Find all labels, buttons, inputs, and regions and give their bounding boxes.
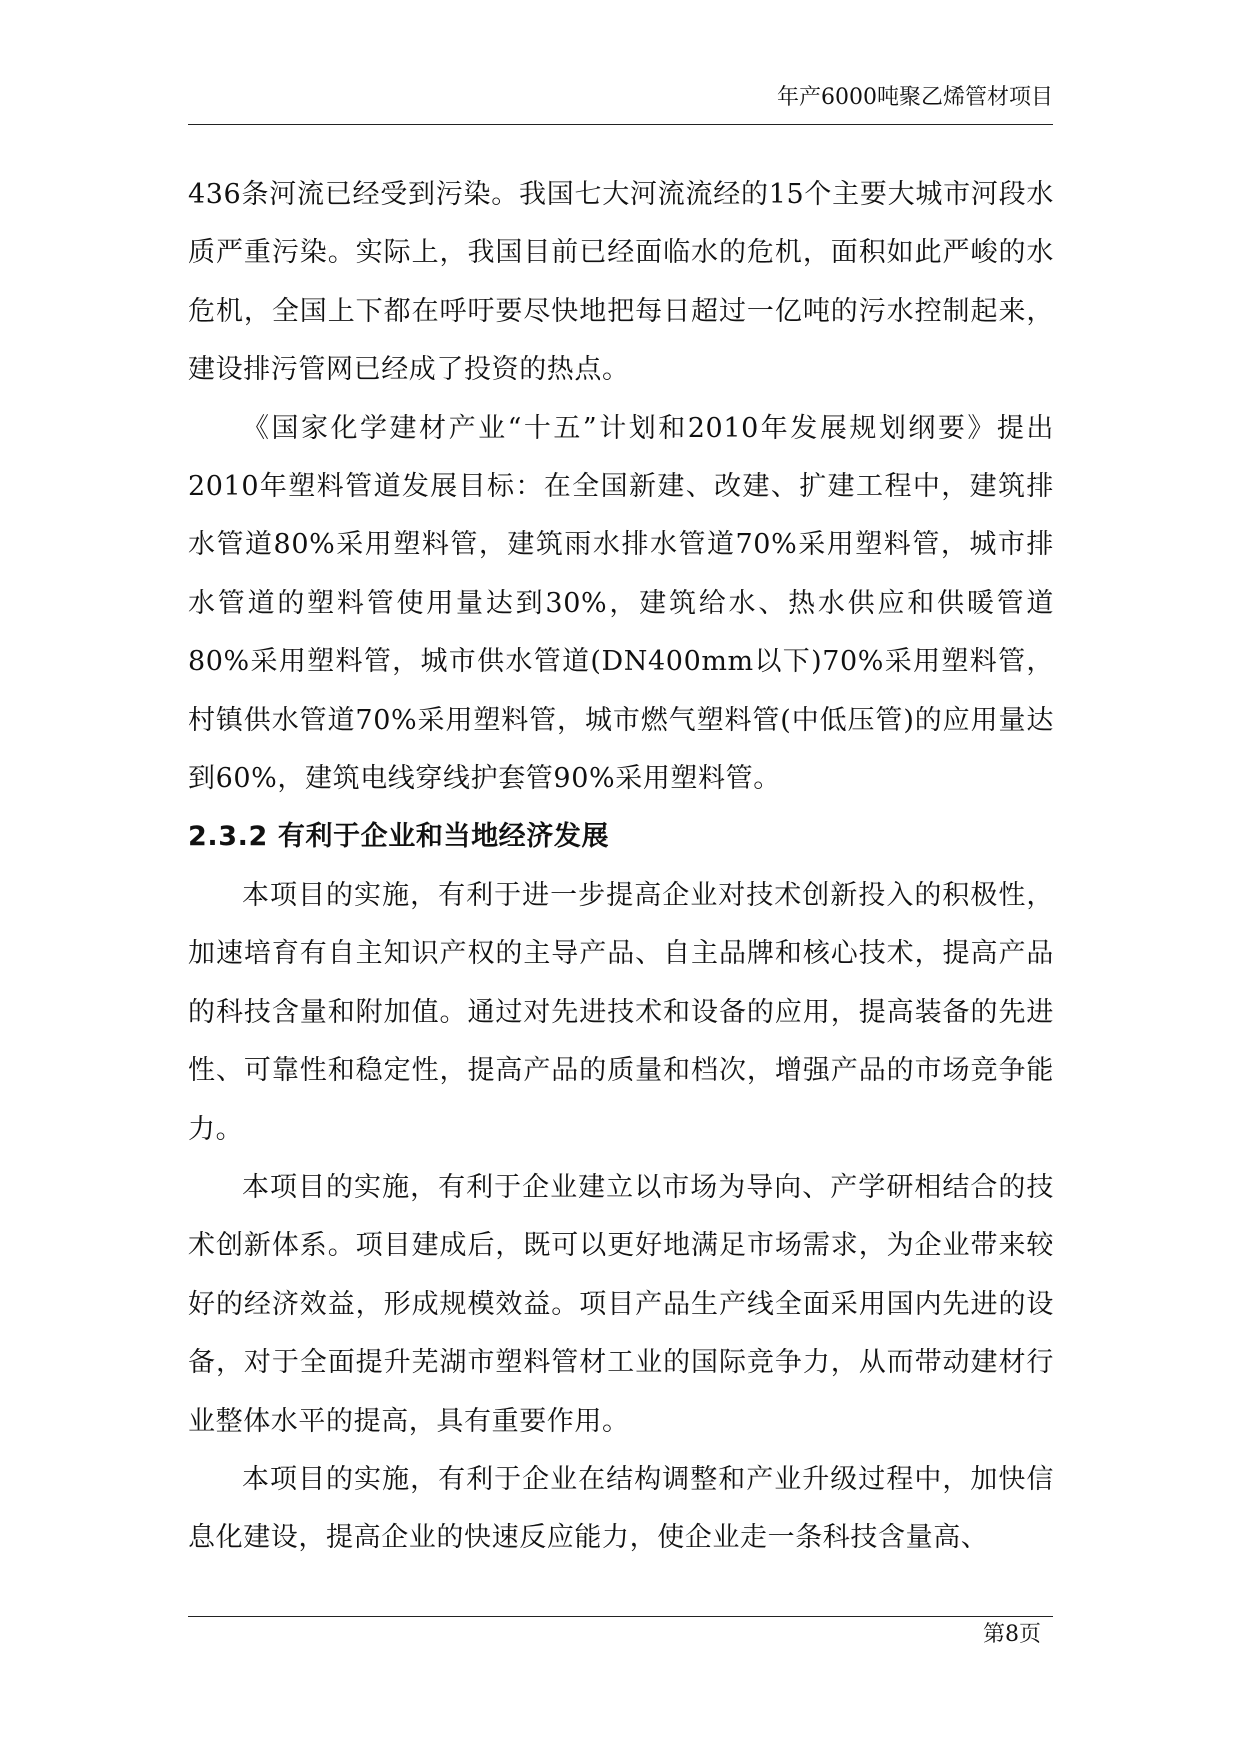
paragraph-restructuring: 本项目的实施，有利于企业在结构调整和产业升级过程中，加快信息化建设，提高企业的快速反应能力，使企业走一条科技含量高、 [188,1463,1054,1554]
page-number: 第8页 [983,1622,1041,1647]
document-title: 年产6000吨聚乙烯管材项目 [777,85,1053,110]
section-heading: 2.3.2 有利于企业和当地经济发展 [188,821,610,853]
document-body [188,166,1054,1568]
paragraph-market-system: 本项目的实施，有利于企业建立以市场为导向、产学研相结合的技术创新体系。项目建成后，既可以更好地满足市场需求，为企业带来较好的经济效益，形成规模效益。项目产品生产线全面采用国内先进的设备，对于全面提升芜湖市塑料管材工业的国际竞争力，从而带动建材行业整体水平的提高，具有重要作用。 [188,1171,1054,1437]
paragraph-pollution: 436条河流已经受到污染。我国七大河流流经的15个主要大城市河段水质严重污染。实际上，我国目前已经面临水的危机，面积如此严峻的水危机，全国上下都在呼吁要尽快地把每日超过一亿吨的污水控制起来，建设排污管网已经成了投资的热点。 [188,179,1054,386]
paragraph-development-goals: 《国家化学建材产业“十五”计划和2010年发展规划纲要》提出2010年塑料管道发展目标：在全国新建、改建、扩建工程中，建筑排水管道80%采用塑料管，建筑雨水排水管道70%采用塑料管，城市排水管道的塑料管使用量达到30%，建筑给水、热水供应和供暖管道80%采用塑料管，城市供水管道(DN400mm以下)70%采用塑料管，村镇供水管道70%采用塑料管，城市燃气塑料管(中低压管)的应用量达到60%，建筑电线穿线护套管90%采用塑料管。 [188,412,1054,795]
paragraph-innovation: 本项目的实施，有利于进一步提高企业对技术创新投入的积极性，加速培育有自主知识产权的主导产品、自主品牌和核心技术，提高产品的科技含量和附加值。通过对先进技术和设备的应用，提高装备的先进性、可靠性和稳定性，提高产品的质量和档次，增强产品的市场竞争能力。 [188,879,1054,1145]
page-footer [188,1616,1053,1649]
page-header [188,84,1053,125]
